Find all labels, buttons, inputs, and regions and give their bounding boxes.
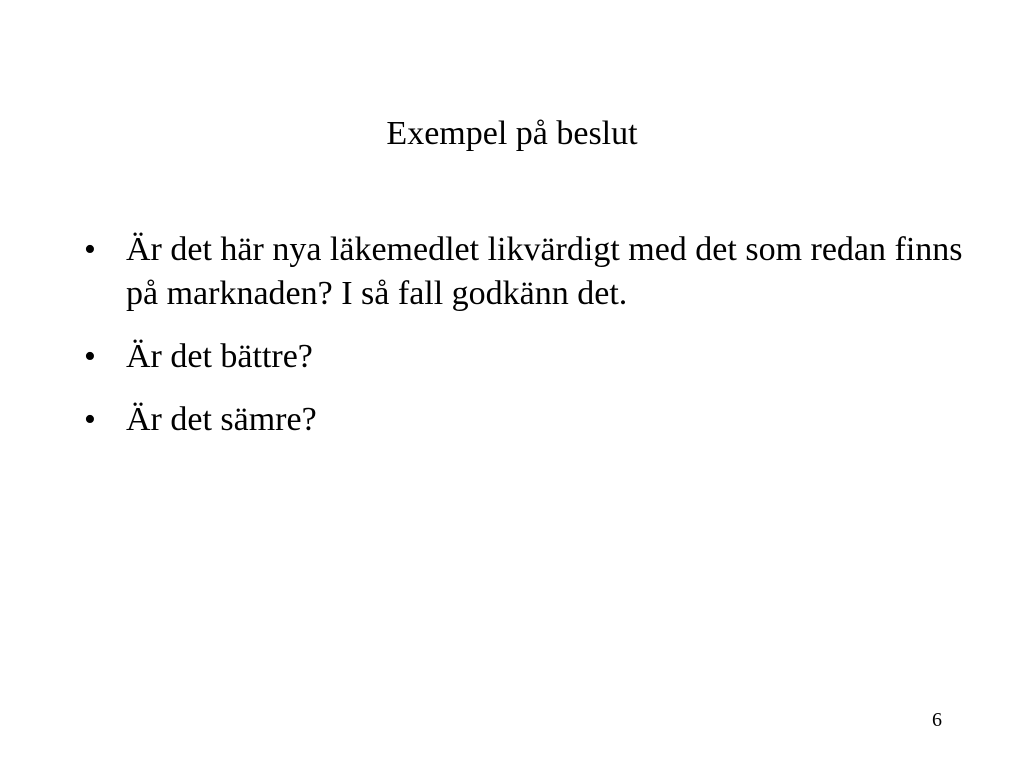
- bullet-icon: •: [84, 231, 96, 268]
- bullet-icon: •: [84, 401, 96, 438]
- bullet-list: [84, 228, 964, 461]
- bullet-text: Är det sämre?: [126, 401, 317, 438]
- bullet-item: [84, 335, 964, 379]
- page-number: 6: [932, 709, 942, 731]
- slide-title: Exempel på beslut: [386, 115, 638, 152]
- bullet-item: [84, 228, 964, 316]
- bullet-text: Är det här nya läkemedlet likvärdigt med det som redan finns på marknaden? I så fall godkänn det.: [126, 231, 963, 312]
- bullet-item: [84, 398, 964, 442]
- bullet-icon: •: [84, 338, 96, 375]
- bullet-text: Är det bättre?: [126, 338, 313, 375]
